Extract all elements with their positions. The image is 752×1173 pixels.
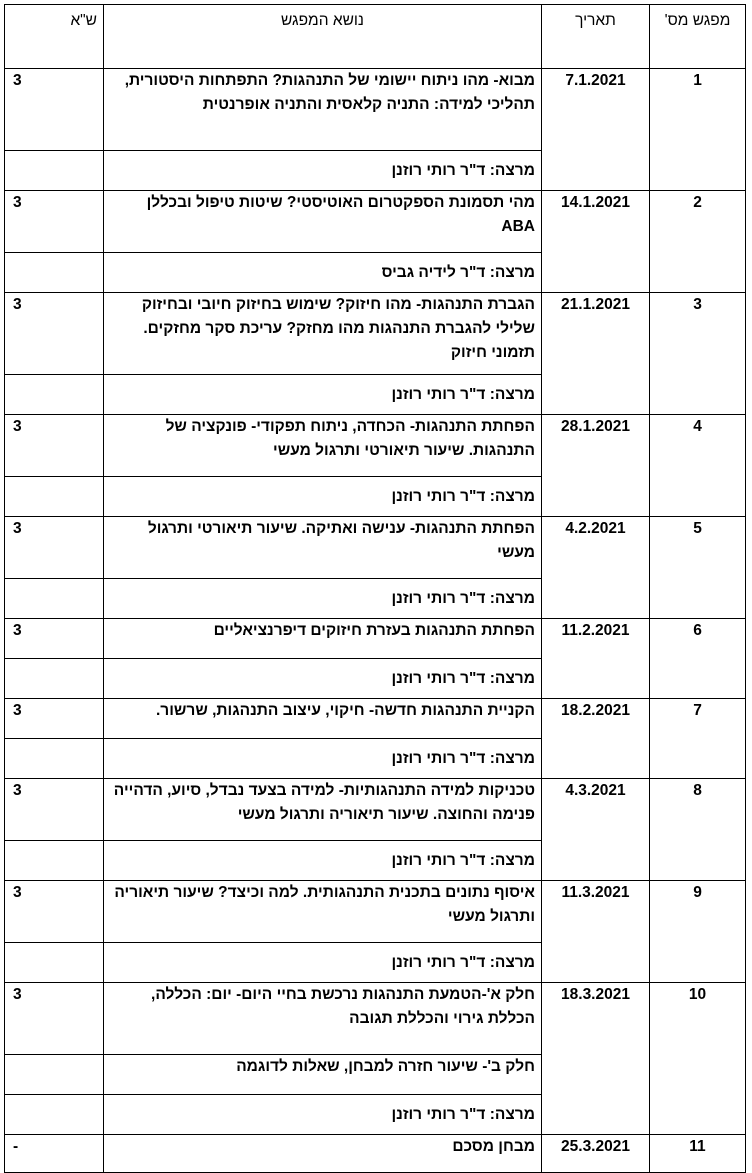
meeting-date: 18.2.2021 (542, 699, 650, 779)
lecturer-name: מרצה: ד"ר רותי רוזנן (104, 659, 542, 699)
table-row (5, 191, 746, 253)
hours-empty (5, 943, 104, 983)
meeting-date: 28.1.2021 (542, 415, 650, 517)
hours-empty (5, 375, 104, 415)
meeting-hours: 3 (5, 881, 104, 943)
header-date: תאריך (542, 5, 650, 69)
table-row (5, 619, 746, 659)
table-row (5, 1135, 746, 1173)
table-row (5, 699, 746, 739)
hours-empty (5, 659, 104, 699)
meeting-topic: הגברת התנהגות- מהו חיזוק? שימוש בחיזוק חיובי ובחיזוק שלילי להגברת התנהגות מהו מחזק? עריכת סקר מחזקים. תזמוני חיזוק (104, 293, 542, 375)
meeting-hours: 3 (5, 517, 104, 579)
lecturer-name: מרצה: ד"ר רותי רוזנן (104, 477, 542, 517)
hours-empty (5, 1055, 104, 1095)
table-body (5, 69, 746, 1173)
meeting-number: 8 (650, 779, 746, 881)
meeting-topic: הפחתת התנהגות בעזרת חיזוקים דיפרנציאליים (104, 619, 542, 659)
hours-empty (5, 477, 104, 517)
meeting-hours: 3 (5, 293, 104, 375)
meeting-date: 11.3.2021 (542, 881, 650, 983)
header-topic: נושא המפגש (104, 5, 542, 69)
lecturer-name: מרצה: ד"ר רותי רוזנן (104, 375, 542, 415)
meeting-topic: טכניקות למידה התנהגותיות- למידה בצעד נבדל, סיוע, הדהייה פנימה והחוצה. שיעור תיאוריה ותרגול מעשי (104, 779, 542, 841)
table-row (5, 881, 746, 943)
hours-empty (5, 841, 104, 881)
meeting-topic: מבוא- מהו ניתוח יישומי של התנהגות? התפתחות היסטורית, תהליכי למידה: התניה קלאסית והתניה אופרנטית (104, 69, 542, 151)
header-hours: ש"א (5, 5, 104, 69)
course-schedule-table (4, 4, 746, 1173)
meeting-hours: - (5, 1135, 104, 1173)
lecturer-name: מרצה: ד"ר רותי רוזנן (104, 1095, 542, 1135)
lecturer-name: מרצה: ד"ר לידיה גביס (104, 253, 542, 293)
meeting-hours: 3 (5, 619, 104, 659)
table-row (5, 779, 746, 841)
meeting-date: 7.1.2021 (542, 69, 650, 191)
lecturer-name: מרצה: ד"ר רותי רוזנן (104, 943, 542, 983)
lecturer-name: מרצה: ד"ר רותי רוזנן (104, 841, 542, 881)
meeting-number: 4 (650, 415, 746, 517)
meeting-topic: מבחן מסכם (104, 1135, 542, 1173)
lecturer-name: מרצה: ד"ר רותי רוזנן (104, 739, 542, 779)
meeting-number: 10 (650, 983, 746, 1135)
meeting-topic-extra: חלק ב'- שיעור חזרה למבחן, שאלות לדוגמה (104, 1055, 542, 1095)
meeting-topic: הפחתת התנהגות- הכחדה, ניתוח תפקודי- פונקציה של התנהגות. שיעור תיאורטי ותרגול מעשי (104, 415, 542, 477)
meeting-number: 5 (650, 517, 746, 619)
hours-empty (5, 579, 104, 619)
meeting-date: 25.3.2021 (542, 1135, 650, 1173)
meeting-hours: 3 (5, 415, 104, 477)
hours-empty (5, 1095, 104, 1135)
meeting-topic: מהי תסמונת הספקטרום האוטיסטי? שיטות טיפול ובכללן ABA (104, 191, 542, 253)
meeting-date: 14.1.2021 (542, 191, 650, 293)
hours-empty (5, 739, 104, 779)
meeting-date: 4.3.2021 (542, 779, 650, 881)
hours-empty (5, 253, 104, 293)
meeting-hours: 3 (5, 69, 104, 151)
meeting-date: 18.3.2021 (542, 983, 650, 1135)
meeting-date: 21.1.2021 (542, 293, 650, 415)
meeting-hours: 3 (5, 191, 104, 253)
meeting-number: 3 (650, 293, 746, 415)
meeting-number: 11 (650, 1135, 746, 1173)
meeting-topic: הקניית התנהגות חדשה- חיקוי, עיצוב התנהגות, שרשור. (104, 699, 542, 739)
header-meeting-no: מפגש מס' (650, 5, 746, 69)
meeting-number: 7 (650, 699, 746, 779)
meeting-number: 1 (650, 69, 746, 191)
lecturer-name: מרצה: ד"ר רותי רוזנן (104, 151, 542, 191)
table-row (5, 415, 746, 477)
meeting-hours: 3 (5, 983, 104, 1055)
meeting-topic: הפחתת התנהגות- ענישה ואתיקה. שיעור תיאורטי ותרגול מעשי (104, 517, 542, 579)
meeting-topic: איסוף נתונים בתכנית התנהגותית. למה וכיצד? שיעור תיאוריה ותרגול מעשי (104, 881, 542, 943)
meeting-hours: 3 (5, 699, 104, 739)
lecturer-name: מרצה: ד"ר רותי רוזנן (104, 579, 542, 619)
table-header-row (5, 5, 746, 69)
hours-empty (5, 151, 104, 191)
meeting-date: 4.2.2021 (542, 517, 650, 619)
table-row (5, 69, 746, 151)
meeting-number: 6 (650, 619, 746, 699)
table-row (5, 983, 746, 1055)
meeting-number: 2 (650, 191, 746, 293)
table-row (5, 517, 746, 579)
table-row (5, 293, 746, 375)
meeting-number: 9 (650, 881, 746, 983)
meeting-topic: חלק א'-הטמעת התנהגות נרכשת בחיי היום- יום: הכללה, הכללת גירוי והכללת תגובה (104, 983, 542, 1055)
meeting-hours: 3 (5, 779, 104, 841)
meeting-date: 11.2.2021 (542, 619, 650, 699)
